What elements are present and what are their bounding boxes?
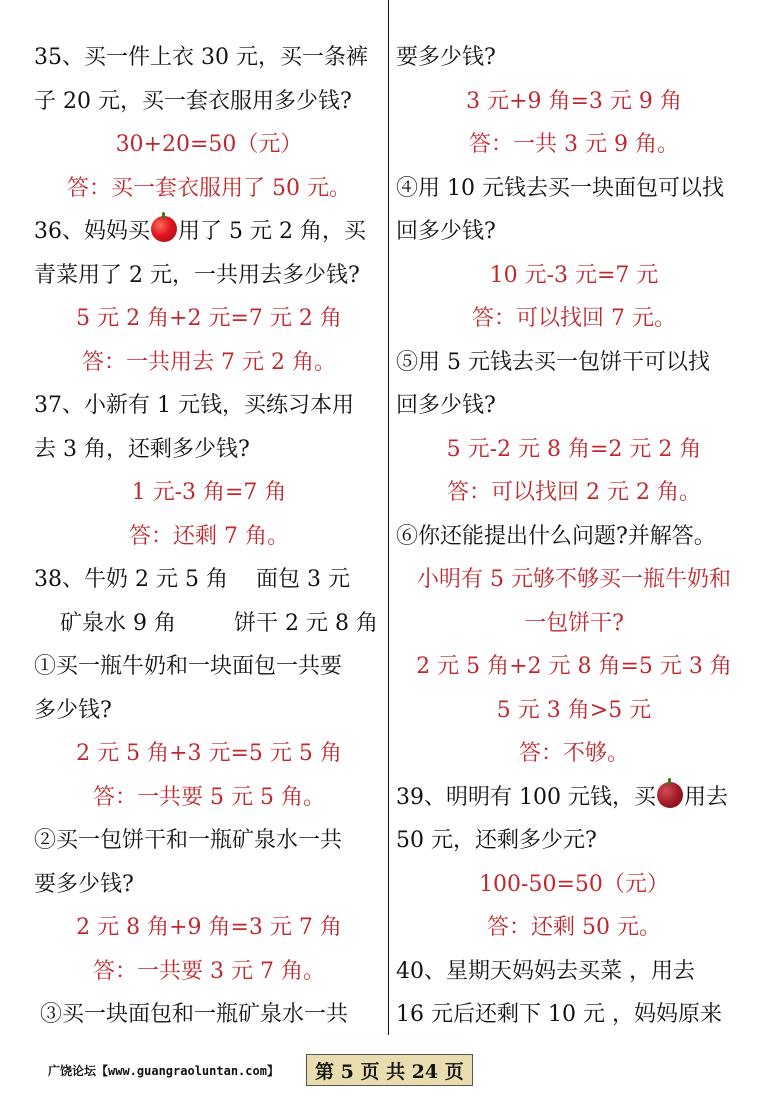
q39-line2: 50 元，还剩多少元?: [396, 828, 597, 853]
q36-suffix: 用了 5 元 2 角，买: [178, 219, 366, 244]
q38-p1-line2: 多少钱?: [34, 697, 112, 723]
q38-p4-calc: 10 元-3 元=7 元: [489, 262, 659, 288]
q38-p4-line2: 回多少钱?: [396, 219, 496, 244]
q37-answer: 答：还剩 7 角。: [129, 523, 289, 549]
q38-p3-answer: 答：一共 3 元 9 角。: [469, 132, 679, 157]
q39-answer: 答：还剩 50 元。: [487, 915, 661, 940]
page-number-badge: 第 5 页 共 24 页: [306, 1054, 473, 1086]
q39-prefix: 39、明明有 100 元钱，买: [396, 784, 656, 810]
q37-line2: 去 3 角，还剩多少钱?: [34, 436, 250, 462]
q38-p2-answer: 答：一共要 3 元 7 角。: [93, 958, 325, 984]
apple-icon: [151, 216, 177, 242]
price-milk: 38、牛奶 2 元 5 角: [34, 567, 228, 592]
q38-p3-line2: 要多少钱?: [396, 45, 496, 70]
apple-icon: [657, 782, 683, 808]
q36-calc: 5 元 2 角+2 元=7 元 2 角: [76, 306, 342, 331]
left-column: [34, 36, 384, 1037]
q38-p6-question-line2: 一包饼干?: [524, 610, 624, 636]
q38-p6-answer: 答：不够。: [518, 741, 629, 766]
q38-p2-line2: 要多少钱?: [34, 871, 134, 897]
q38-p6-calc1: 2 元 5 角+2 元 8 角=5 元 3 角: [416, 654, 732, 679]
q38-prices-row2: [34, 602, 384, 646]
q40-line1: 40、星期天妈妈去买菜 ，用去: [396, 958, 695, 984]
price-water: 矿泉水 9 角: [60, 610, 176, 636]
q38-p6-calc2: 5 元 3 角>5 元: [496, 697, 652, 723]
q38-p5-line1: ⑤用 5 元钱去买一包饼干可以找: [396, 349, 710, 375]
q38-p6-line1: ⑥你还能提出什么问题?并解答。: [396, 523, 716, 549]
footer-site: 广饶论坛【www.guangraoluntan.com】: [48, 1064, 279, 1078]
q38-p3-calc: 3 元+9 角=3 元 9 角: [466, 88, 682, 114]
q38-p5-line2: 回多少钱?: [396, 393, 496, 418]
q36-answer: 答：一共用去 7 元 2 角。: [82, 349, 336, 375]
q38-p3-line1: [34, 993, 384, 1037]
column-divider: [388, 0, 389, 1035]
price-bread: 面包 3 元: [255, 567, 350, 592]
q38-p4-answer: 答：可以找回 7 元。: [472, 306, 676, 331]
q38-p6-question-line1: 小明有 5 元够不够买一瓶牛奶和: [417, 567, 731, 592]
q38-p1-calc: 2 元 5 角+3 元=5 元 5 角: [76, 741, 342, 766]
q38-p1-line1: ①买一瓶牛奶和一块面包一共要: [34, 654, 343, 679]
price-biscuit: 饼干 2 元 8 角: [233, 610, 378, 636]
q35-calc: 30+20=50（元）: [115, 132, 303, 157]
q38-p5-answer: 答：可以找回 2 元 2 角。: [447, 480, 701, 505]
q37-calc: 1 元-3 角=7 角: [131, 480, 287, 505]
q36-line2: 青菜用了 2 元，一共用去多少钱?: [34, 262, 360, 288]
q36-prefix: 36、妈妈买: [34, 219, 150, 244]
q35-line2: 子 20 元，买一套衣服用多少钱?: [34, 88, 352, 114]
right-column: [396, 36, 752, 1037]
q39-line1: [396, 776, 752, 820]
q35-answer: 答：买一套衣服用了 50 元。: [67, 175, 351, 201]
q39-suffix: 用去: [683, 784, 728, 810]
q35-line1: 35、买一件上衣 30 元，买一条裤: [34, 45, 368, 70]
q39-calc: 100-50=50（元）: [479, 871, 669, 897]
q37-line1: 37、小新有 1 元钱，买练习本用: [34, 393, 354, 418]
q36-line1: [34, 210, 384, 254]
q38-p4-line1: ④用 10 元钱去买一块面包可以找: [396, 175, 724, 201]
q38-p5-calc: 5 元-2 元 8 角=2 元 2 角: [446, 436, 702, 462]
q38-p2-line1: ②买一包饼干和一瓶矿泉水一共: [34, 828, 343, 853]
q40-line2: 16 元后还剩下 10 元 ，妈妈原来: [396, 1002, 722, 1027]
q38-prices-row1: [34, 558, 384, 602]
q38-p1-answer: 答：一共要 5 元 5 角。: [93, 784, 325, 810]
q38-p3-text: ③买一块面包和一瓶矿泉水一共: [40, 1002, 349, 1027]
q38-p2-calc: 2 元 8 角+9 角=3 元 7 角: [76, 915, 342, 940]
